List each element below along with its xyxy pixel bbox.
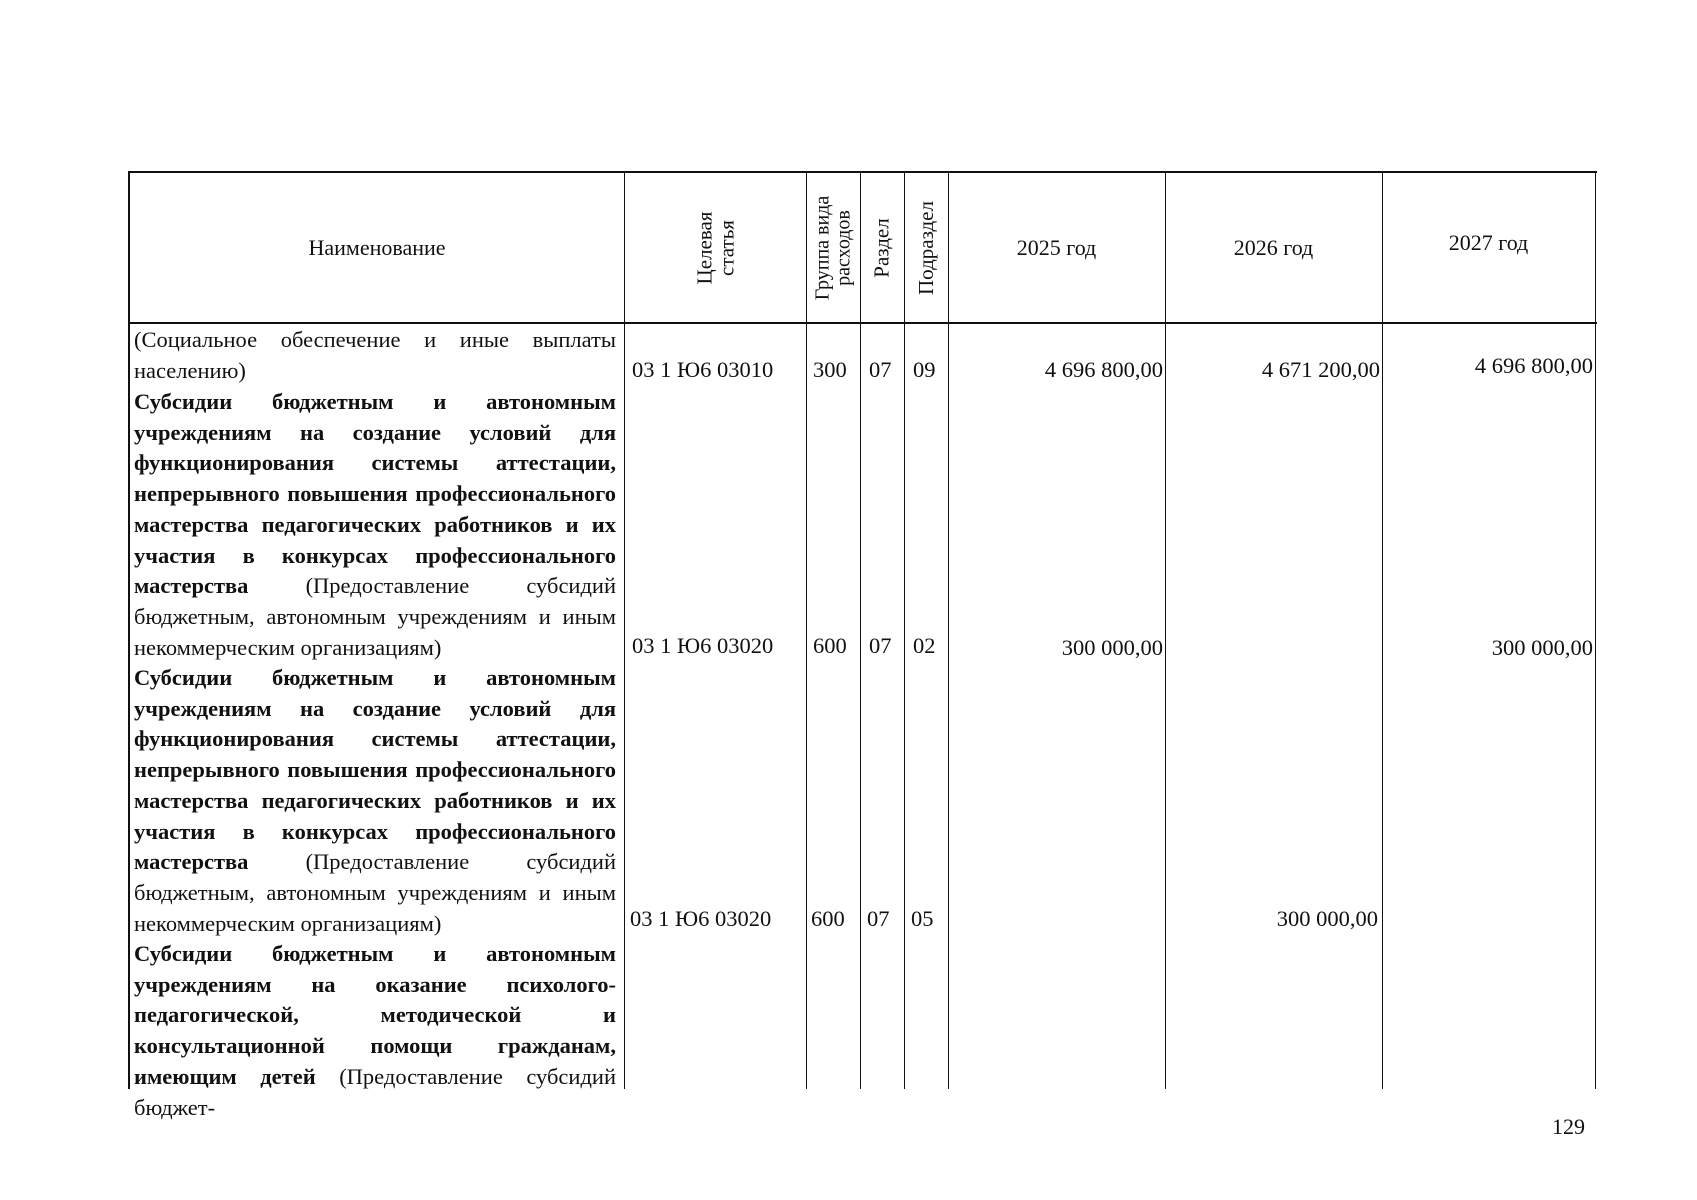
header-subsection	[904, 173, 948, 322]
header-group-text: Группа вида расходов	[811, 195, 854, 300]
row-section: 07	[869, 357, 892, 382]
header-2026: 2026 год	[1233, 234, 1314, 260]
row-name-plain: (Предоставление субсидий бюджетным, автономным учреждениям и иным некоммерческим организациям)	[134, 573, 616, 660]
row-section: 07	[869, 633, 892, 658]
row-target: 03 1 Ю6 03020	[632, 633, 774, 658]
row-name	[134, 325, 616, 386]
row-value-2026: 300 000,00	[1276, 906, 1378, 931]
row-section: 07	[867, 906, 890, 931]
row-subsection: 02	[913, 633, 936, 658]
row-group: 600	[811, 906, 845, 931]
row-name	[134, 387, 616, 663]
row-name-plain: (Предоставление субсидий бюджетным, автономным учреждениям и иным некоммерческим организациям)	[134, 849, 616, 936]
budget-table	[128, 171, 1597, 1120]
header-group	[806, 173, 860, 322]
header-target	[624, 173, 806, 322]
col-divider	[1595, 173, 1596, 1089]
row-group: 600	[813, 633, 847, 658]
row-value-2027: 300 000,00	[1491, 635, 1593, 660]
row-name-bold: Субсидии бюджетным и автономным учреждениям на создание условий для функционирования системы аттестации, непрерывного повышения профессионального мастерства педагогических работников и их участия в конкурсах профессионального мастерства	[134, 389, 616, 599]
row-target: 03 1 Ю6 03010	[632, 357, 774, 382]
header-section-text: Раздел	[870, 217, 894, 278]
row-name-plain: (Социальное обеспечение и иные выплаты населению)	[134, 327, 616, 383]
header-target-text: Целевая статья	[692, 211, 738, 284]
header-subsection-text: Подраздел	[914, 200, 938, 295]
page-number: 129	[1552, 1114, 1585, 1139]
header-section	[860, 173, 904, 322]
row-name	[134, 663, 616, 939]
row-value-2025: 4 696 800,00	[1044, 357, 1163, 382]
row-subsection: 05	[911, 906, 934, 931]
header-2025: 2025 год	[1016, 234, 1097, 260]
header-divider	[130, 322, 1597, 324]
row-name-bold: Субсидии бюджетным и автономным учреждениям на оказание психолого-педагогической, методической и консультационной помощи гражданам, имеющим детей	[134, 941, 616, 1089]
row-group: 300	[813, 357, 847, 382]
row-value-2026: 4 671 200,00	[1261, 357, 1380, 382]
header-name: Наименование	[308, 234, 446, 260]
row-subsection: 09	[913, 357, 936, 382]
row-value-2027: 4 696 800,00	[1474, 353, 1593, 378]
row-name	[134, 939, 616, 1123]
row-value-2025: 300 000,00	[1061, 635, 1163, 660]
row-target: 03 1 Ю6 03020	[630, 906, 772, 931]
header-2027: 2027 год	[1448, 230, 1529, 255]
row-name-plain: (Предоставление субсидий бюджет-	[134, 1063, 616, 1120]
row-name-bold: Субсидии бюджетным и автономным учреждениям на создание условий для функционирования системы аттестации, непрерывного повышения профессионального мастерства педагогических работников и их участия в конкурсах профессионального мастерства	[134, 665, 616, 875]
